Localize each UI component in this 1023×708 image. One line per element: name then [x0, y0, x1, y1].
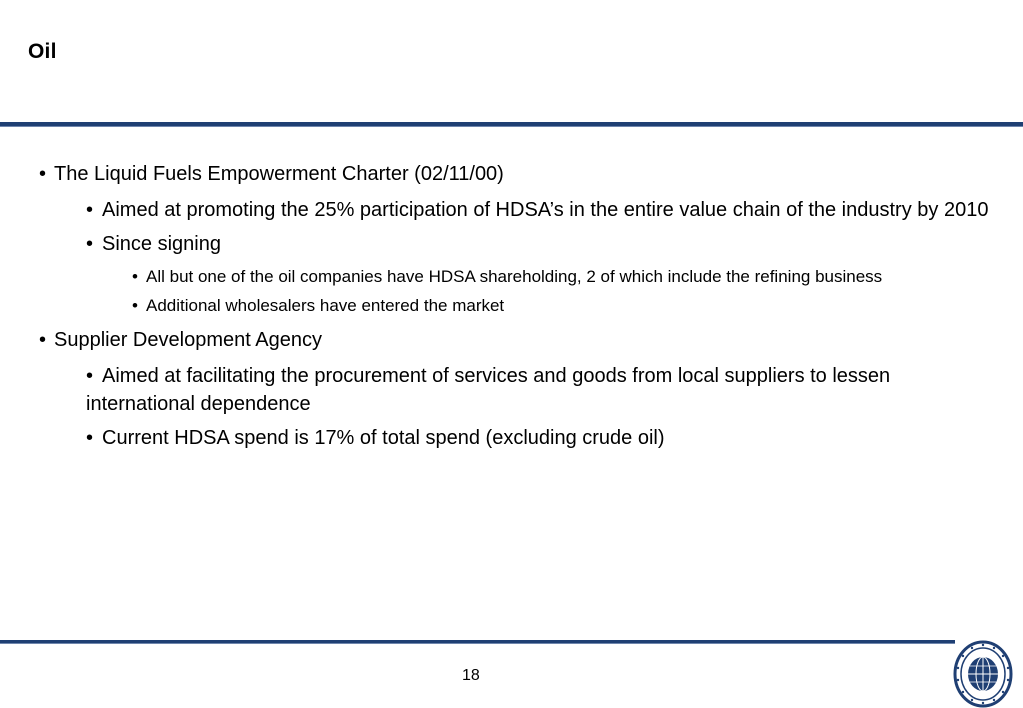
bullet-dot-icon: • [39, 329, 47, 351]
bullet-text: The Liquid Fuels Empowerment Charter (02/11/00) [54, 163, 504, 185]
bullet-text: Aimed at facilitating the procurement of services and goods from local suppliers to lessen international dependence [86, 365, 891, 415]
slide-title: Oil [28, 40, 57, 63]
globe-seal-icon [953, 638, 1013, 708]
bullet-hdsa-participation [86, 196, 1000, 224]
bullet-dot-icon: • [86, 233, 94, 255]
bullet-dot-icon: • [132, 296, 138, 315]
bullet-dot-icon: • [132, 267, 138, 286]
bullet-text: Supplier Development Agency [54, 329, 322, 351]
page-number: 18 [462, 667, 480, 684]
bullet-since-signing [86, 230, 1000, 258]
top-divider [0, 122, 1023, 127]
bottom-divider [0, 640, 955, 644]
bullet-dot-icon: • [86, 199, 94, 221]
bullet-local-procurement [86, 362, 1000, 418]
bullet-supplier-development-agency [39, 326, 1000, 354]
bullet-liquid-fuels-charter [39, 160, 1000, 188]
slide-body [0, 160, 1000, 458]
bullet-current-hdsa-spend [86, 424, 1000, 452]
bullet-dot-icon: • [86, 427, 94, 449]
bullet-text: Current HDSA spend is 17% of total spend (excluding crude oil) [102, 427, 665, 449]
bullet-additional-wholesalers [132, 293, 1000, 318]
bullet-text: All but one of the oil companies have HDSA shareholding, 2 of which include the refining business [146, 267, 883, 286]
bullet-text: Since signing [102, 233, 221, 255]
bullet-text: Additional wholesalers have entered the market [146, 296, 505, 315]
bullet-oil-companies-shareholding [132, 264, 1000, 289]
bullet-dot-icon: • [86, 365, 94, 387]
bullet-text: Aimed at promoting the 25% participation of HDSA’s in the entire value chain of the industry by 2010 [102, 199, 989, 221]
bullet-dot-icon: • [39, 163, 47, 185]
